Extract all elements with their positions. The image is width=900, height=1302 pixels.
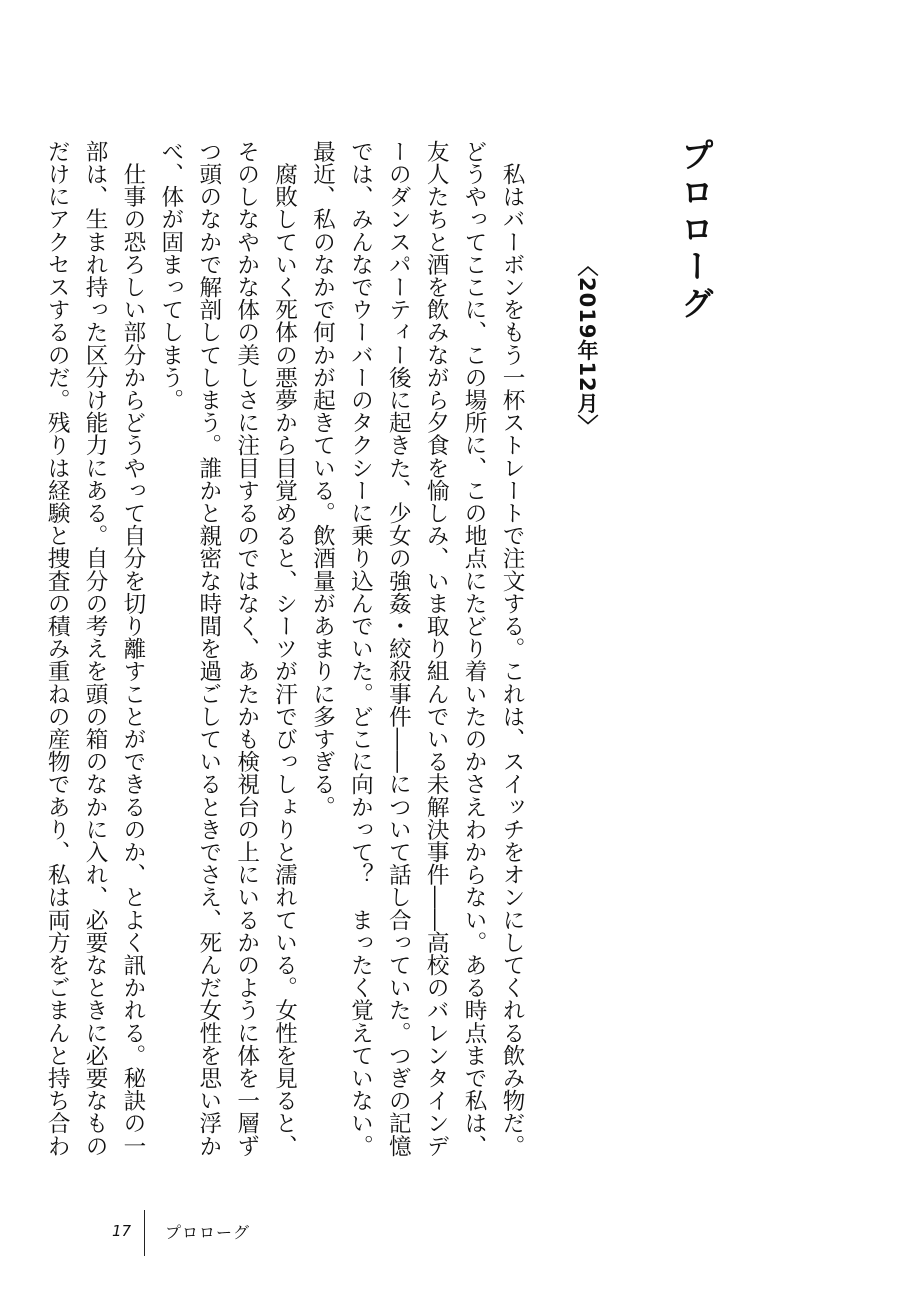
body-line: ーのダンスパーティー後に起きた、少女の強姦・絞殺事件――について話し合っていた。つぎの記憶 xyxy=(385,140,412,1157)
footer-divider xyxy=(144,1210,145,1256)
body-line: 部は、生まれ持った区分け能力にある。自分の考えを頭の箱のなかに入れ、必要なときに必要なもの xyxy=(82,140,109,1157)
body-line: だけにアクセスするのだ。残りは経験と捜査の積み重ねの産物であり、私は両方をごまんと持ち合わ xyxy=(44,140,71,1157)
body-line: つ頭のなかで解剖してしまう。誰かと親密な時間を過ごしているときでさえ、死んだ女性を思い浮か xyxy=(195,140,222,1157)
body-text xyxy=(44,140,530,1200)
body-line: 私はバーボンをもう一杯ストレートで注文する。これは、スイッチをオンにしてくれる飲み物だ。 xyxy=(499,140,525,1157)
body-line: 友人たちと酒を飲みながら夕食を愉しみ、いま取り組んでいる未解決事件――高校のバレンタインデ xyxy=(423,140,450,1157)
body-line: では、みんなでウーバーのタクシーに乗り込んでいた。どこに向かって？ まったく覚えていない。 xyxy=(347,140,374,1157)
body-line: 腐敗していく死体の悪夢から目覚めると、シーツが汗でびっしょりと濡れている。女性を見ると、 xyxy=(271,140,298,1157)
chapter-title: プロローグ xyxy=(676,138,715,323)
body-line: べ、体が固まってしまう。 xyxy=(157,140,184,412)
running-head: プロローグ xyxy=(165,1223,251,1242)
body-line: 最近、私のなかで何かが起きている。飲酒量があまりに多すぎる。 xyxy=(309,140,336,818)
chapter-subtitle: 〈2019年12月〉 xyxy=(575,255,599,437)
body-line: 仕事の恐ろしい部分からどうやって自分を切り離すことができるのか、とよく訊かれる。秘訣の一 xyxy=(119,140,146,1157)
page-number: 17 xyxy=(112,1222,132,1240)
body-line: そのしなやかな体の美しさに注目するのではなく、あたかも検視台の上にいるかのように体を一層ず xyxy=(233,140,260,1157)
body-line: どうやってここに、この場所に、この地点にたどり着いたのかさえわからない。ある時点まで私は、 xyxy=(461,140,488,1157)
